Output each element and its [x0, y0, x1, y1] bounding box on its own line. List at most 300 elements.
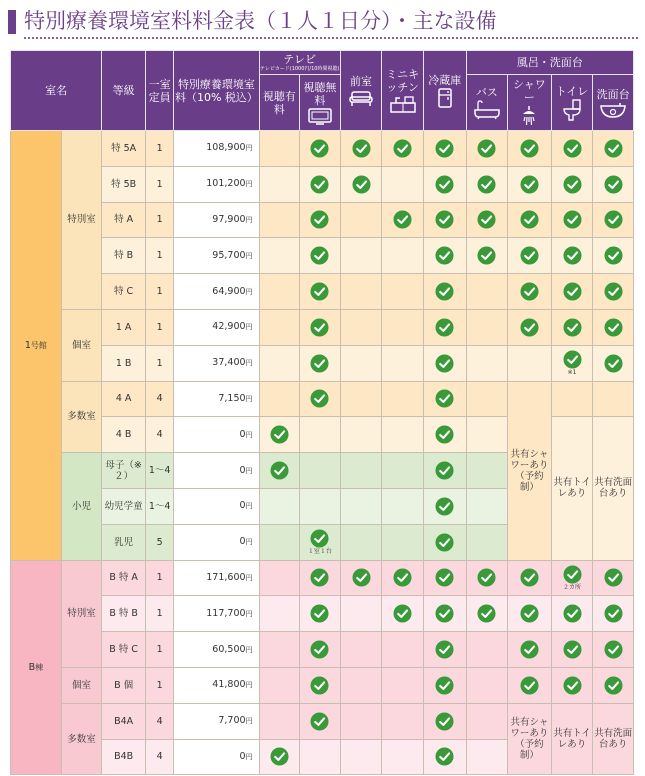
facility-cell: [466, 381, 508, 417]
header-washbasin-label: 洗面台: [596, 87, 630, 101]
facility-cell: [423, 703, 466, 739]
checkmark-icon: [520, 604, 539, 623]
facility-cell: [259, 166, 300, 202]
price-value: 0: [239, 464, 246, 476]
checkmark-icon: [563, 139, 582, 158]
title-accent-bar: [8, 10, 16, 34]
facility-cell: [508, 309, 552, 345]
facility-cell: [466, 596, 508, 632]
checkmark-icon: [520, 676, 539, 695]
checkmark-icon: [563, 282, 582, 301]
checkmark-icon: [310, 604, 329, 623]
price-value: 60,500: [212, 643, 246, 655]
price-unit: 円: [245, 394, 253, 403]
table-row: [11, 166, 634, 202]
header-tv-paid-label: 視聴有料: [262, 89, 296, 116]
price-cell: [174, 488, 259, 524]
price-value: 41,800: [212, 679, 246, 691]
checkmark-icon: [520, 318, 539, 337]
checkmark-icon: [563, 318, 582, 337]
facility-cell: [300, 667, 341, 703]
table-row: [11, 345, 634, 381]
checkmark-icon: [520, 282, 539, 301]
facility-cell: [300, 309, 341, 345]
facility-cell: [382, 345, 424, 381]
facility-cell: [340, 632, 382, 668]
checkmark-icon: [310, 210, 329, 229]
price-cell: [174, 739, 259, 775]
checkmark-icon: [604, 354, 623, 373]
checkmark-icon: [270, 747, 289, 766]
kitchen-icon: [390, 95, 416, 113]
facility-cell: [423, 202, 466, 238]
facility-cell: [466, 345, 508, 381]
facility-cell: [259, 703, 300, 739]
facility-cell: [259, 453, 300, 489]
facility-cell: [593, 202, 634, 238]
facility-cell: [340, 274, 382, 310]
facility-cell: [593, 309, 634, 345]
facility-cell: [382, 632, 424, 668]
facility-cell: [423, 453, 466, 489]
facility-cell: [593, 667, 634, 703]
price-value: 0: [239, 750, 246, 762]
facility-cell: [300, 238, 341, 274]
price-cell: [174, 632, 259, 668]
table-row: [11, 274, 634, 310]
facility-cell: [551, 667, 593, 703]
facility-cell: [423, 488, 466, 524]
facility-cell: [340, 166, 382, 202]
facility-cell: [340, 417, 382, 453]
facility-cell: [423, 560, 466, 596]
checkmark-icon: [435, 246, 454, 265]
facility-cell: [423, 131, 466, 167]
facility-cell: [259, 274, 300, 310]
header-tv-free-label: 視聴無料: [303, 80, 337, 107]
facility-cell: [382, 274, 424, 310]
note-1: ※1: [567, 369, 577, 377]
header-tv-free: [300, 75, 341, 131]
facility-cell: [300, 453, 341, 489]
facility-cell: [382, 202, 424, 238]
facility-cell: [423, 632, 466, 668]
facility-cell: [508, 632, 552, 668]
facility-cell: [508, 345, 552, 381]
table-row: [11, 131, 634, 167]
header-tv-label: テレビ: [283, 53, 317, 66]
facility-cell: [259, 345, 300, 381]
capacity-cell: 4: [145, 739, 173, 775]
toilet-icon: [562, 99, 582, 121]
checkmark-icon: [563, 640, 582, 659]
price-value: 7,700: [218, 715, 246, 727]
facility-cell: [340, 560, 382, 596]
facility-cell: [423, 739, 466, 775]
facility-cell: [382, 488, 424, 524]
facility-cell: [593, 560, 634, 596]
price-unit: 円: [245, 681, 253, 690]
facility-cell: [423, 309, 466, 345]
checkmark-icon: [310, 139, 329, 158]
facility-cell: [466, 667, 508, 703]
price-value: 64,900: [212, 285, 246, 297]
capacity-cell: 1: [145, 131, 173, 167]
note-one-per-room: １室１台: [307, 548, 332, 556]
checkmark-icon: [604, 676, 623, 695]
header-room-name: 室名: [11, 51, 102, 131]
category-b_special: 特別室: [61, 560, 102, 667]
facility-cell: [466, 632, 508, 668]
facility-cell: [300, 202, 341, 238]
header-anteroom: [340, 51, 382, 131]
facility-cell: [593, 345, 634, 381]
facility-cell: [300, 417, 341, 453]
checkmark-icon: [435, 175, 454, 194]
price-cell: [174, 667, 259, 703]
checkmark-icon: [563, 246, 582, 265]
grade-cell: B 特 A: [102, 560, 146, 596]
checkmark-icon: [520, 175, 539, 194]
checkmark-icon: [477, 604, 496, 623]
price-unit: 円: [245, 752, 253, 761]
grade-cell: 乳児: [102, 524, 146, 560]
facility-cell: [466, 131, 508, 167]
price-cell: [174, 309, 259, 345]
price-unit: 円: [245, 609, 253, 618]
checkmark-icon: [604, 139, 623, 158]
title-dotted-underline: [24, 37, 638, 39]
price-cell: [174, 166, 259, 202]
price-cell: [174, 381, 259, 417]
facility-cell: [466, 739, 508, 775]
header-capacity: 一室定員: [145, 51, 173, 131]
checkmark-icon: [435, 210, 454, 229]
tv-icon: [308, 108, 332, 125]
header-bath-group: 風呂・洗面台: [466, 51, 633, 75]
header-shower-label: シャワー: [513, 78, 546, 104]
facility-cell: [340, 453, 382, 489]
facility-cell: [300, 560, 341, 596]
facility-cell: [466, 274, 508, 310]
facility-cell: [466, 703, 508, 739]
facility-cell: [466, 524, 508, 560]
checkmark-icon: [435, 139, 454, 158]
facility-cell: [551, 632, 593, 668]
facility-cell: [508, 131, 552, 167]
checkmark-icon: [310, 246, 329, 265]
capacity-cell: 1: [145, 667, 173, 703]
grade-cell: 特 5A: [102, 131, 146, 167]
price-unit: 円: [245, 717, 253, 726]
facility-cell: [340, 524, 382, 560]
facility-cell: [259, 309, 300, 345]
facility-cell: [300, 524, 341, 560]
washbasin-icon: [600, 102, 626, 118]
grade-cell: 特 B: [102, 238, 146, 274]
facility-cell: [340, 309, 382, 345]
facility-cell: [259, 667, 300, 703]
capacity-cell: 1〜4: [145, 488, 173, 524]
checkmark-icon: [435, 497, 454, 516]
facility-cell: [300, 274, 341, 310]
facility-cell: [300, 632, 341, 668]
building-1-label: 1: [24, 339, 31, 351]
sofa-icon: [349, 89, 373, 107]
header-bath: [466, 75, 508, 131]
category-private: 個室: [61, 309, 102, 381]
checkmark-icon: [604, 210, 623, 229]
price-value: 7,150: [218, 392, 246, 404]
checkmark-icon: [435, 568, 454, 587]
capacity-cell: 1: [145, 596, 173, 632]
header-fee: 特別療養環境室料（10% 税込）: [174, 51, 259, 131]
grade-cell: 幼児学童: [102, 488, 146, 524]
header-tv-card: テレビカード(1000円/10時間視聴): [259, 66, 340, 72]
checkmark-icon: [310, 318, 329, 337]
checkmark-icon: [435, 461, 454, 480]
price-value: 101,200: [206, 178, 246, 190]
facility-cell: [300, 739, 341, 775]
facility-cell: [551, 596, 593, 632]
grade-cell: 1 A: [102, 309, 146, 345]
checkmark-icon: [310, 354, 329, 373]
facility-cell: [259, 381, 300, 417]
page-title-block: [8, 6, 638, 36]
checkmark-icon: [604, 246, 623, 265]
facility-cell: [382, 453, 424, 489]
checkmark-icon: [435, 533, 454, 552]
capacity-cell: 1: [145, 202, 173, 238]
price-value: 97,900: [212, 213, 246, 225]
shared-washbasin-cell: 共有洗面台あり: [593, 703, 634, 775]
price-cell: [174, 703, 259, 739]
facility-cell: [593, 596, 634, 632]
facility-cell: [382, 309, 424, 345]
checkmark-icon: [393, 139, 412, 158]
facility-cell: [340, 667, 382, 703]
facility-cell: [423, 345, 466, 381]
checkmark-icon: [435, 604, 454, 623]
facility-cell: [259, 524, 300, 560]
facility-cell: [508, 274, 552, 310]
facility-cell: [382, 166, 424, 202]
grade-cell: 特 5B: [102, 166, 146, 202]
checkmark-icon: [310, 282, 329, 301]
price-cell: [174, 345, 259, 381]
facility-cell: [423, 524, 466, 560]
price-cell: [174, 202, 259, 238]
grade-cell: 母子（※２）: [102, 453, 146, 489]
facility-cell: [508, 560, 552, 596]
facility-cell: [551, 345, 593, 381]
checkmark-icon: [310, 640, 329, 659]
price-cell: [174, 560, 259, 596]
table-row: [11, 632, 634, 668]
grade-cell: B 特 B: [102, 596, 146, 632]
facility-cell: [466, 453, 508, 489]
facility-cell: [340, 488, 382, 524]
checkmark-icon: [435, 389, 454, 408]
shared-toilet-cell: 共有トイレあり: [551, 417, 593, 560]
facility-cell: [551, 166, 593, 202]
header-washbasin: [593, 75, 634, 131]
price-unit: 円: [245, 645, 253, 654]
grade-cell: 特 A: [102, 202, 146, 238]
facility-cell: [340, 703, 382, 739]
capacity-cell: 4: [145, 703, 173, 739]
checkmark-icon: [477, 210, 496, 229]
checkmark-icon: [310, 568, 329, 587]
building-b-suffix: 棟: [35, 662, 44, 672]
checkmark-icon: [435, 354, 454, 373]
price-cell: [174, 238, 259, 274]
facility-cell: [508, 202, 552, 238]
grade-cell: B4A: [102, 703, 146, 739]
checkmark-icon: [520, 139, 539, 158]
checkmark-icon: [310, 676, 329, 695]
facility-cell: [382, 560, 424, 596]
table-row: [11, 381, 634, 417]
header-grade: 等級: [102, 51, 146, 131]
checkmark-icon: [352, 568, 371, 587]
facility-cell: [551, 274, 593, 310]
facility-cell: [259, 560, 300, 596]
facility-cell: [340, 596, 382, 632]
header-toilet-label: トイレ: [555, 84, 589, 98]
facility-cell: [382, 524, 424, 560]
checkmark-icon: [477, 246, 496, 265]
facility-cell: [300, 166, 341, 202]
facility-cell: [300, 596, 341, 632]
checkmark-icon: [477, 568, 496, 587]
facility-cell: [551, 560, 593, 596]
capacity-cell: 4: [145, 417, 173, 453]
facility-cell: [259, 739, 300, 775]
header-bath-label: バス: [475, 85, 498, 99]
price-unit: 円: [245, 573, 253, 582]
checkmark-icon: [477, 175, 496, 194]
capacity-cell: 1〜4: [145, 453, 173, 489]
price-unit: 円: [245, 502, 253, 511]
price-cell: [174, 274, 259, 310]
price-unit: 円: [245, 215, 253, 224]
grade-cell: 特 C: [102, 274, 146, 310]
checkmark-icon: [393, 210, 412, 229]
price-value: 108,900: [206, 142, 246, 154]
facility-cell: [593, 274, 634, 310]
checkmark-icon: [435, 318, 454, 337]
bathtub-icon: [473, 100, 501, 120]
header-tv: [259, 51, 340, 75]
facility-cell: [300, 381, 341, 417]
facility-cell: [300, 345, 341, 381]
header-fridge-label: 冷蔵庫: [428, 73, 462, 87]
facility-cell: [551, 309, 593, 345]
shared-toilet-cell: 共有トイレあり: [551, 703, 593, 775]
price-unit: 円: [245, 538, 253, 547]
facility-cell: [593, 632, 634, 668]
facility-cell: [382, 131, 424, 167]
facility-cell: [466, 488, 508, 524]
price-unit: 円: [245, 144, 253, 153]
table-row: [11, 560, 634, 596]
checkmark-icon: [393, 604, 412, 623]
facility-cell: [340, 345, 382, 381]
facility-cell: [382, 739, 424, 775]
facility-cell: [593, 131, 634, 167]
checkmark-icon: [393, 568, 412, 587]
price-cell: [174, 524, 259, 560]
checkmark-icon: [310, 712, 329, 731]
facility-cell: [382, 703, 424, 739]
facility-cell: [423, 417, 466, 453]
header-mini-kitchen-label: ミニキッチン: [386, 68, 420, 94]
grade-cell: 1 B: [102, 345, 146, 381]
facility-cell: [551, 238, 593, 274]
facility-cell: [508, 667, 552, 703]
shared-washbasin-cell: 共有洗面台あり: [593, 417, 634, 560]
header-tv-paid: [259, 75, 300, 131]
table-row: [11, 703, 634, 739]
checkmark-icon: [563, 175, 582, 194]
price-value: 0: [239, 536, 246, 548]
facility-cell: [340, 202, 382, 238]
facility-cell: [382, 596, 424, 632]
checkmark-icon: [563, 676, 582, 695]
facility-cell: [259, 238, 300, 274]
price-cell: [174, 453, 259, 489]
checkmark-icon: [520, 246, 539, 265]
facility-cell: [259, 596, 300, 632]
checkmark-icon: [435, 425, 454, 444]
category-child: 小児: [61, 453, 102, 560]
price-cell: [174, 417, 259, 453]
facility-cell: [382, 381, 424, 417]
facility-cell: [382, 667, 424, 703]
checkmark-icon: [604, 568, 623, 587]
fridge-icon: [437, 88, 453, 108]
capacity-cell: 1: [145, 560, 173, 596]
grade-cell: B4B: [102, 739, 146, 775]
checkmark-icon: [435, 282, 454, 301]
facility-cell: [300, 703, 341, 739]
price-value: 42,900: [212, 321, 246, 333]
fee-table: [10, 50, 634, 775]
facility-cell: [340, 131, 382, 167]
building-1: [11, 131, 62, 561]
table-row: [11, 596, 634, 632]
facility-cell: [508, 166, 552, 202]
price-cell: [174, 131, 259, 167]
facility-cell: [340, 739, 382, 775]
checkmark-icon: [270, 461, 289, 480]
checkmark-icon: [477, 139, 496, 158]
facility-cell: [508, 238, 552, 274]
facility-cell: [259, 632, 300, 668]
price-value: 171,600: [206, 571, 246, 583]
category-b_multi: 多数室: [61, 703, 102, 775]
fee-table-body: [11, 131, 634, 775]
checkmark-icon: [435, 712, 454, 731]
header-shower: [508, 75, 552, 131]
facility-cell: [551, 131, 593, 167]
checkmark-icon: [563, 350, 582, 369]
grade-cell: 4 B: [102, 417, 146, 453]
table-row: [11, 667, 634, 703]
facility-cell: [423, 381, 466, 417]
category-b_private: 個室: [61, 667, 102, 703]
